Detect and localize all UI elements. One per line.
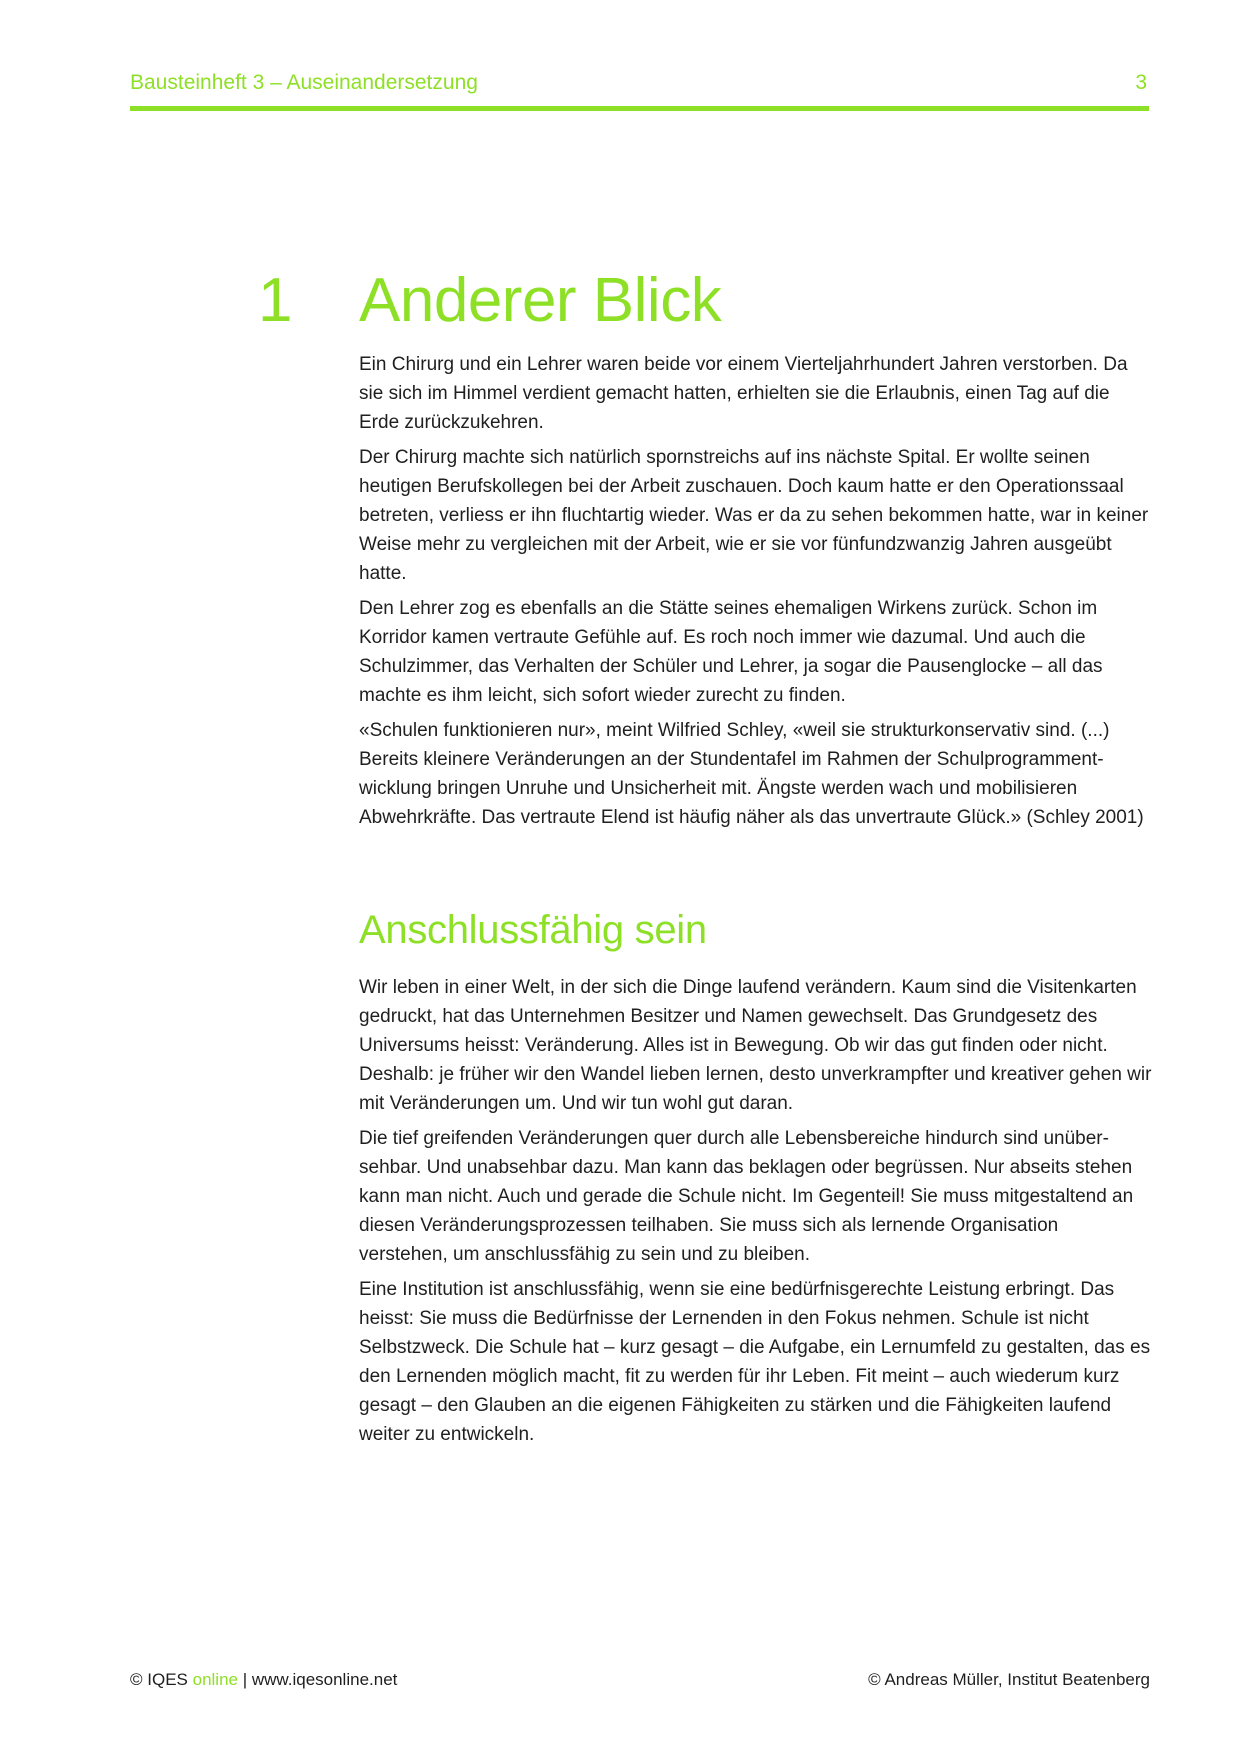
page-number: 3 <box>1135 71 1147 94</box>
footer-publisher <box>130 1670 397 1690</box>
header-title: Bausteinheft 3 – Auseinandersetzung <box>130 71 478 94</box>
footer-online-word: online <box>192 1670 238 1689</box>
paragraph: «Schulen funktionieren nur», meint Wilfried Schley, «weil sie strukturkonservativ sind. (...) Bereits kleinere Veränderungen an der Stundentafel im Rahmen der Schulprogrammentwicklung bringen Unruhe und Unsicherheit mit. Ängste werden wach und mobilisieren Abwehrkräfte. Das vertraute Elend ist häufig näher als das unvertraute Glück.» (Schley 2001) <box>359 720 1144 828</box>
paragraph: Eine Institution ist anschlussfähig, wenn sie eine bedürfnisgerechte Leistung erbringt. Das heisst: Sie muss die Bedürfnisse der Lernenden in den Fokus nehmen. Schule ist nicht Selbstzweck. Die Schule hat – kurz gesagt – die Aufgabe, ein Lernumfeld zu gestalten, das es den Lernenden möglich macht, fit zu werden für ihr Leben. Fit meint – auch wiederum kurz gesagt – den Glauben an die eigenen Fähigkeiten zu stärken und die Fähigkeiten laufend weiter zu entwickeln. <box>359 1279 1151 1445</box>
running-header <box>130 66 1149 111</box>
paragraph: Die tief greifenden Veränderungen quer durch alle Lebensbereiche hindurch sind unübersehbar. Und unabsehbar dazu. Man kann das beklagen oder begrüssen. Nur abseits stehen kann man nicht. Auch und gerade die Schule nicht. Im Gegenteil! Sie muss mitgestaltend an diesen Veränderungsprozessen teilhaben. Sie muss sich als lernende Organisation verstehen, um anschlussfähig zu sein und zu bleiben. <box>359 1128 1134 1265</box>
chapter-body <box>359 350 1152 838</box>
footer-copyright: © Andreas Müller, Institut Beatenberg <box>868 1670 1150 1689</box>
footer-prefix: © IQES <box>130 1670 193 1689</box>
chapter-number: 1 <box>258 266 293 335</box>
paragraph: Ein Chirurg und ein Lehrer waren beide vor einem Vierteljahrhundert Jahren verstorben. Da sie sich im Himmel verdient gemacht hatten, erhielten sie die Erlaubnis, einen Tag auf die Erde zurückzukehren. <box>359 354 1128 433</box>
footer-url: | www.iqesonline.net <box>237 1670 398 1689</box>
paragraph: Wir leben in einer Welt, in der sich die Dinge laufend verändern. Kaum sind die Visitenkarten gedruckt, hat das Unternehmen Besitzer und Namen gewechselt. Das Grundgesetz des Universums heisst: Veränderung. Alles ist in Bewegung. Ob wir das gut finden oder nicht. Deshalb: je früher wir den Wandel lieben lernen, desto unverkrampfter und kreativer gehen wir mit Veränderungen um. Und wir tun wohl gut daran. <box>359 977 1152 1114</box>
section-title: Anschlussfähig sein <box>359 908 707 952</box>
chapter-title: Anderer Blick <box>359 266 722 335</box>
paragraph: Der Chirurg machte sich natürlich spornstreichs auf ins nächste Spital. Er wollte seinen heutigen Berufskollegen bei der Arbeit zuschauen. Doch kaum hatte er den Operationssaal betreten, verliess er ihn fluchtartig wieder. Was er da zu sehen bekommen hatte, war in keiner Weise mehr zu vergleichen mit der Arbeit, wie er sie vor fünfundzwanzig Jahren ausgeübt hatte. <box>359 447 1149 584</box>
section-body <box>359 973 1152 1455</box>
paragraph: Den Lehrer zog es ebenfalls an die Stätte seines ehemaligen Wirkens zurück. Schon im Korridor kamen vertraute Gefühle auf. Es roch noch immer wie dazumal. Und auch die Schulzimmer, das Verhalten der Schüler und Lehrer, ja sogar die Pausenglocke – all das machte es ihm leicht, sich sofort wieder zurecht zu finden. <box>359 598 1103 706</box>
